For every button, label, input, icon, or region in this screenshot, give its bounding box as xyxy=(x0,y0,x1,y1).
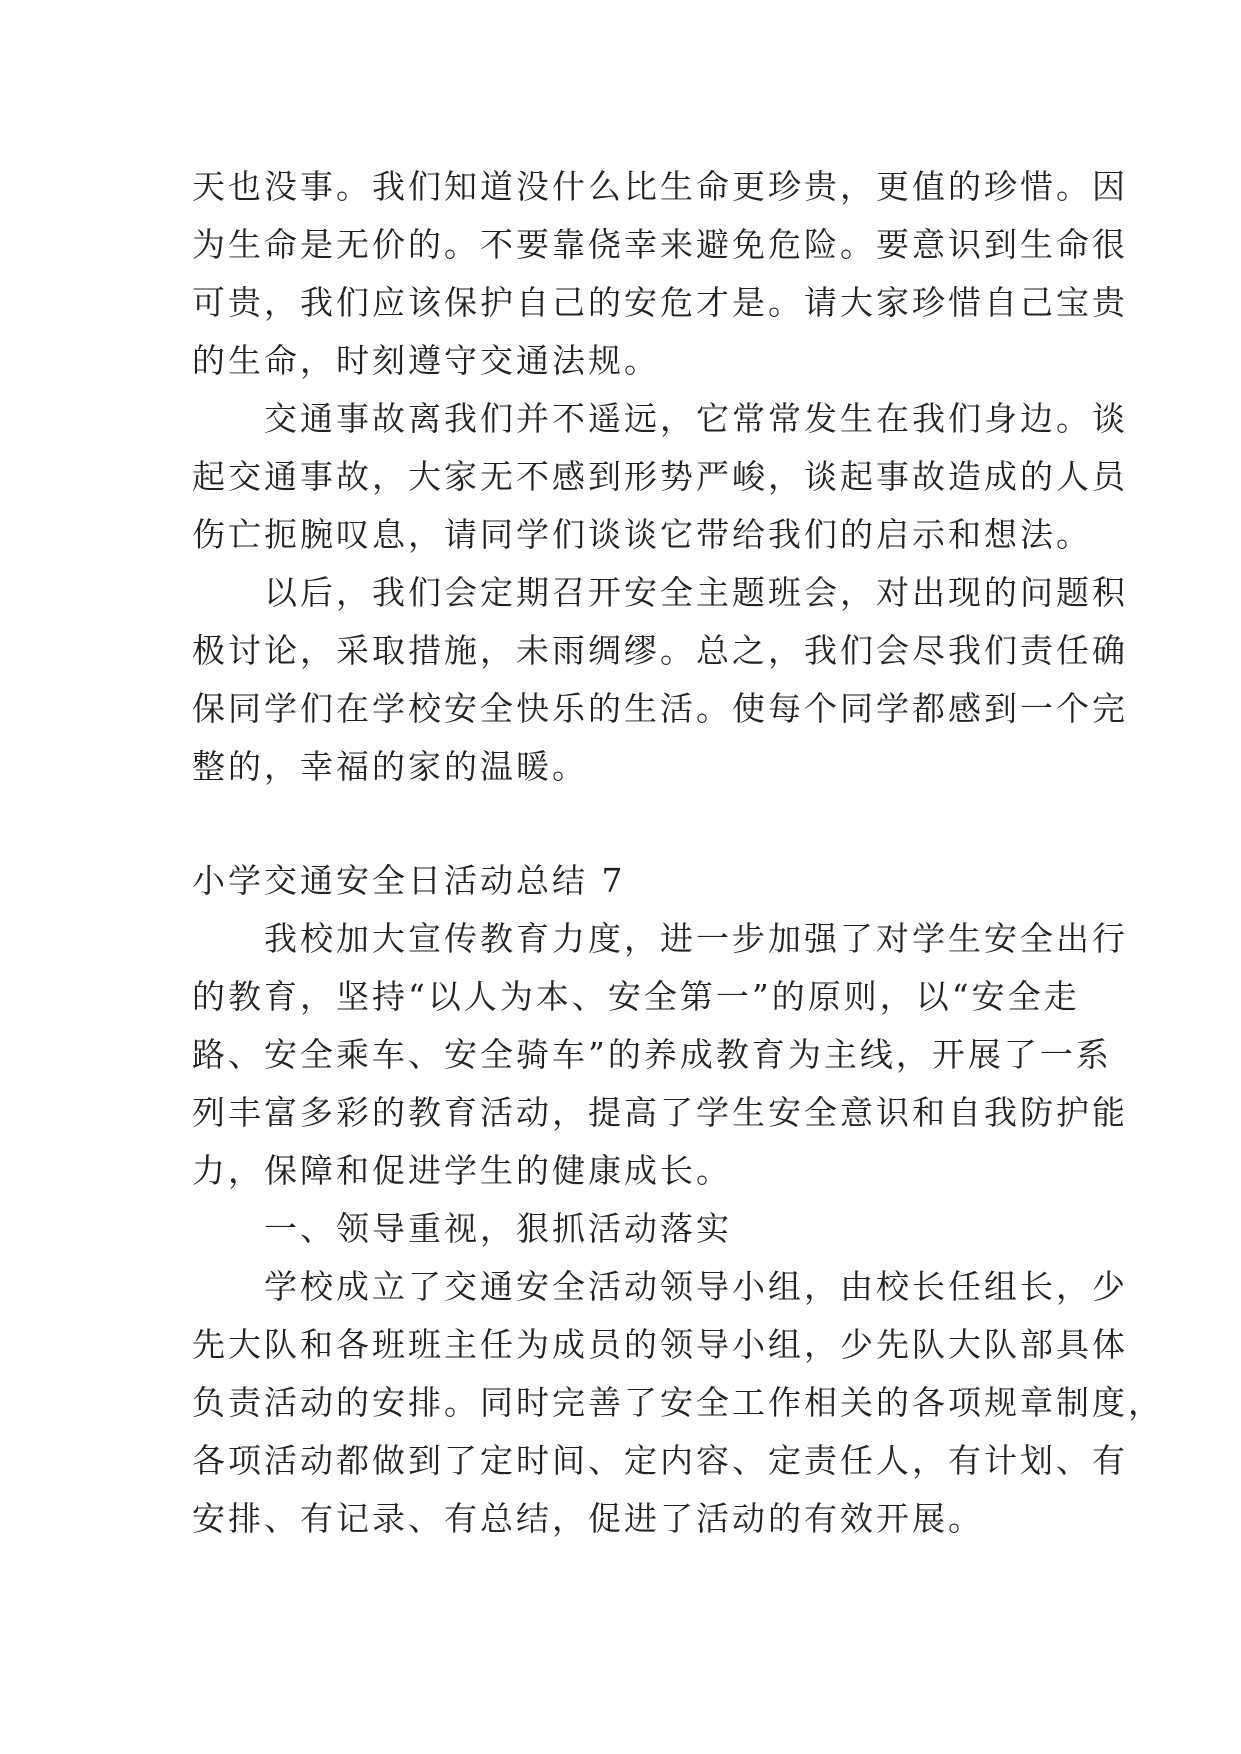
text-line: 整的，幸福的家的温暖。 xyxy=(192,747,588,786)
subheading: 一、领导重视，狠抓活动落实 xyxy=(192,1209,732,1248)
text-line: 先大队和各班班主任为成员的领导小组，少先队大队部具体 xyxy=(192,1325,1128,1364)
text-line: 伤亡扼腕叹息，请同学们谈谈它带给我们的启示和想法。 xyxy=(192,515,1092,554)
document-body xyxy=(192,158,1164,1548)
text-line: 天也没事。我们知道没什么比生命更珍贵，更值的珍惜。因 xyxy=(192,167,1128,206)
text-line: 力，保障和促进学生的健康成长。 xyxy=(192,1151,732,1190)
text-line: 为生命是无价的。不要靠侥幸来避免危险。要意识到生命很 xyxy=(192,225,1128,264)
section-gap xyxy=(192,796,1050,852)
text-line: 安排、有记录、有总结，促进了活动的有效开展。 xyxy=(192,1499,984,1538)
text-line: 以后，我们会定期召开安全主题班会，对出现的问题积 xyxy=(192,573,1128,612)
text-line: 我校加大宣传教育力度，进一步加强了对学生安全出行 xyxy=(192,919,1128,958)
text-line: 可贵，我们应该保护自己的安危才是。请大家珍惜自己宝贵 xyxy=(192,283,1128,322)
text-line: 保同学们在学校安全快乐的生活。使每个同学都感到一个完 xyxy=(192,689,1128,728)
section-heading: 小学交通安全日活动总结 7 xyxy=(192,861,626,900)
text-line: 列丰富多彩的教育活动，提高了学生安全意识和自我防护能 xyxy=(192,1093,1128,1132)
text-line: 起交通事故，大家无不感到形势严峻，谈起事故造成的人员 xyxy=(192,457,1128,496)
text-line: 交通事故离我们并不遥远，它常常发生在我们身边。谈 xyxy=(192,399,1128,438)
text-line: 极讨论，采取措施，未雨绸缪。总之，我们会尽我们责任确 xyxy=(192,631,1128,670)
text-line: 的教育，坚持“以人为本、安全第一”的原则，以“安全走 xyxy=(192,977,1080,1016)
text-line: 的生命，时刻遵守交通法规。 xyxy=(192,341,660,380)
text-line: 负责活动的安排。同时完善了安全工作相关的各项规章制度， xyxy=(192,1383,1164,1422)
text-line: 路、安全乘车、安全骑车”的养成教育为主线，开展了一系 xyxy=(192,1035,1112,1074)
text-line: 各项活动都做到了定时间、定内容、定责任人，有计划、有 xyxy=(192,1441,1128,1480)
text-line: 学校成立了交通安全活动领导小组，由校长任组长，少 xyxy=(192,1267,1128,1306)
